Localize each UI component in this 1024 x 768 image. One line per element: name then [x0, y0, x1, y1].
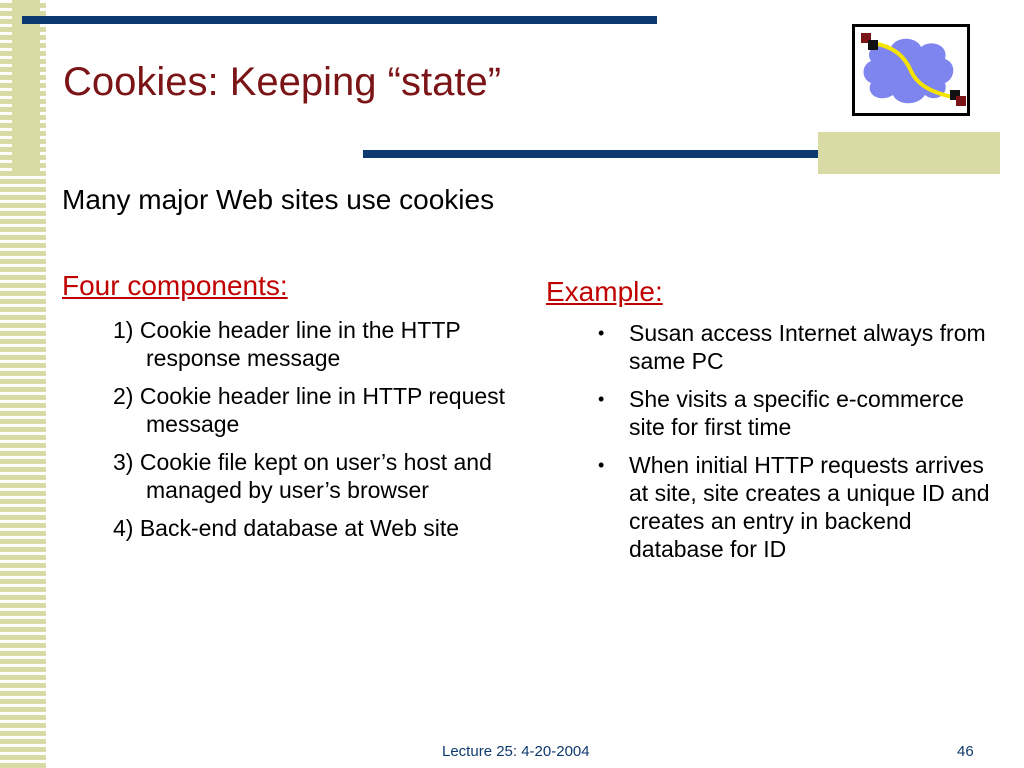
example-heading: Example: [546, 276, 663, 307]
network-cloud-logo [852, 24, 970, 116]
example-bullet [598, 385, 998, 441]
example-bullet [598, 319, 998, 375]
example-bullet [598, 451, 998, 563]
footer-lecture-label: Lecture 25: 4-20-2004 [442, 743, 590, 760]
example-bullet-text: She visits a specific e-commerce site for first time [629, 386, 964, 440]
bullet-dot-icon: • [598, 323, 605, 343]
slide-number: 46 [957, 743, 974, 760]
top-rule [22, 16, 657, 24]
example-bullet-text: Susan access Internet always from same PC [629, 320, 986, 374]
bullet-dot-icon: • [598, 389, 605, 409]
component-item: 4) Back-end database at Web site [113, 515, 460, 541]
slide-title: Cookies: Keeping “state” [63, 60, 502, 104]
example-bullet-list [598, 319, 998, 573]
components-heading: Four components: [62, 270, 288, 301]
component-item: 2) Cookie header line in HTTP request message [113, 383, 506, 437]
component-item: 3) Cookie file kept on user’s host and managed by user’s browser [113, 449, 492, 503]
accent-block [818, 132, 1000, 174]
decorative-stripe-bar [0, 0, 46, 768]
components-list [113, 316, 523, 552]
lead-text: Many major Web sites use cookies [62, 184, 495, 215]
example-bullet-text: When initial HTTP requests arrives at site, site creates a unique ID and creates an entry in backend database for ID [629, 452, 990, 562]
component-item: 1) Cookie header line in the HTTP response message [113, 317, 461, 371]
network-cloud-icon [855, 27, 967, 113]
bullet-dot-icon: • [598, 455, 605, 475]
